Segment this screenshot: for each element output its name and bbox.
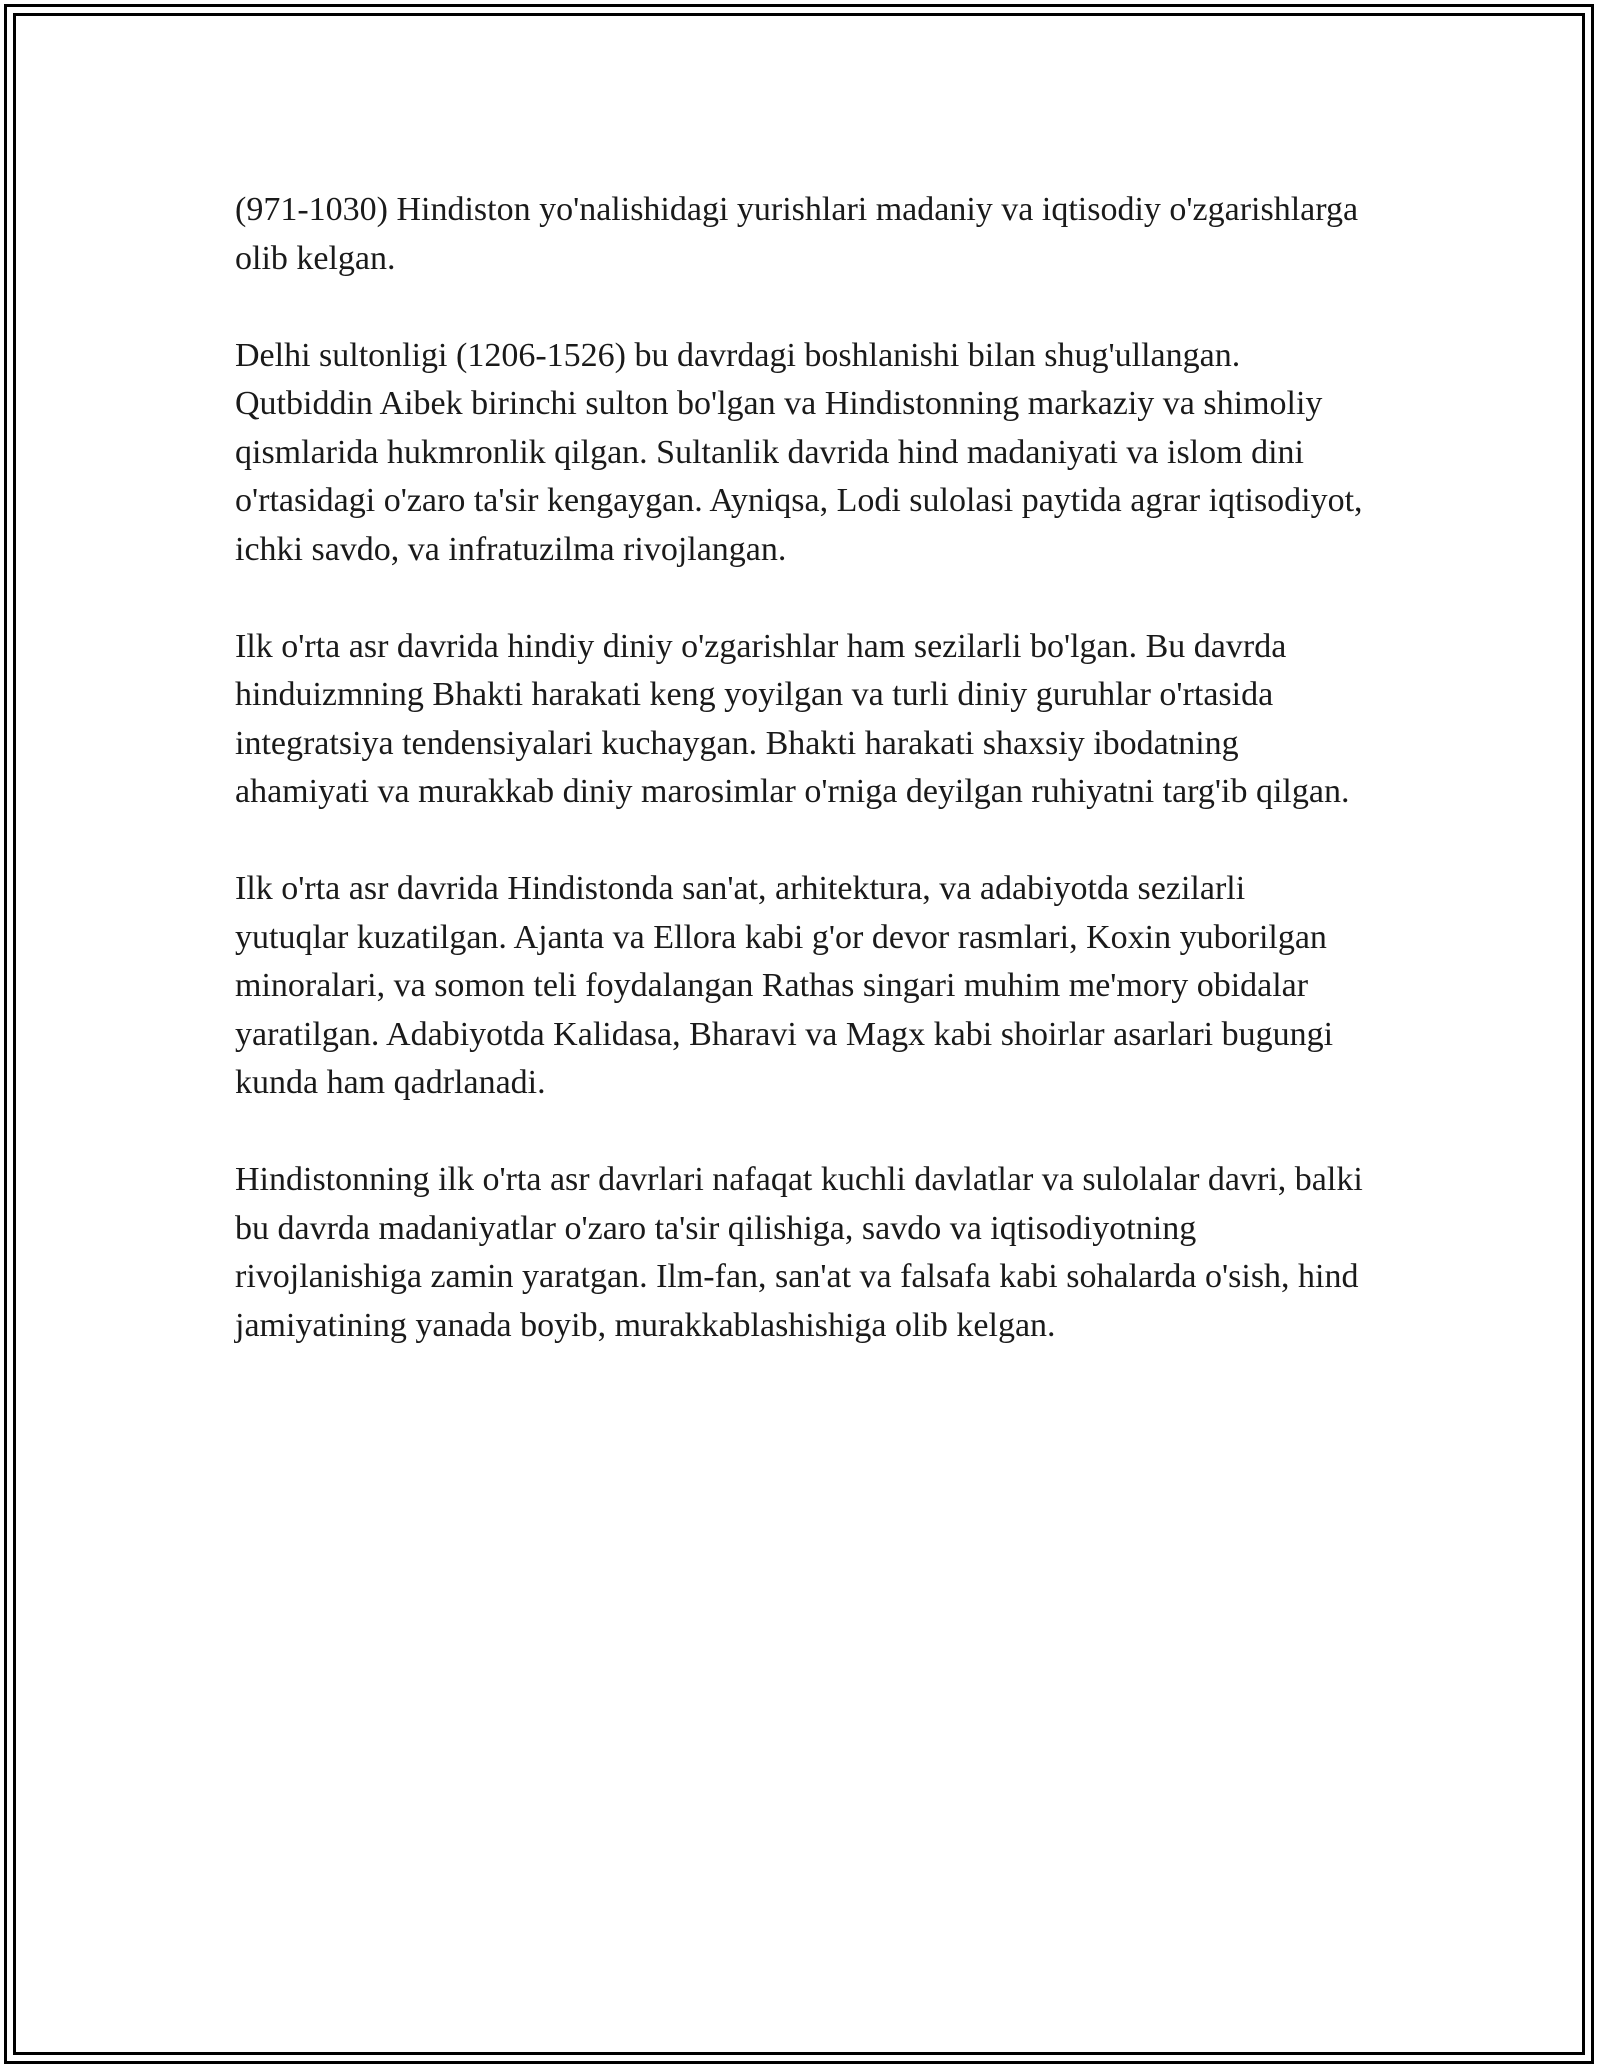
paragraph: Ilk o'rta asr davrida hindiy diniy o'zgarishlar ham sezilarli bo'lgan. Bu davrda hinduizmning Bhakti harakati keng yoyilgan va turli diniy guruhlar o'rtasida integratsiya tendensiyalari kuchaygan. Bhakti harakati shaxsiy ibodatning ahamiyati va murakkab diniy marosimlar o'rniga deyilgan ruhiyatni targ'ib qilgan.: [235, 627, 1350, 810]
document-body: [235, 186, 1365, 1350]
paragraph: Ilk o'rta asr davrida Hindistonda san'at, arhitektura, va adabiyotda sezilarli yutuqlar kuzatilgan. Ajanta va Ellora kabi g'or devor rasmlari, Koxin yuborilgan minoralari, va somon teli foydalangan Rathas singari muhim me'mory obidalar yaratilgan. Adabiyotda Kalidasa, Bharavi va Magx kabi shoirlar asarlari bugungi kunda ham qadrlanadi.: [235, 870, 1334, 1101]
paragraph: (971-1030) Hindiston yo'nalishidagi yurishlari madaniy va iqtisodiy o'zgarishlarga olib kelgan.: [235, 191, 1359, 277]
paragraph: Hindistonning ilk o'rta asr davrlari nafaqat kuchli davlatlar va sulolalar davri, balki bu davrda madaniyatlar o'zaro ta'sir qilishiga, savdo va iqtisodiyotning rivojlanishiga zamin yaratgan. Ilm-fan, san'at va falsafa kabi sohalarda o'sish, hind jamiyatining yanada boyib, murakkablashishiga olib kelgan.: [235, 1161, 1363, 1344]
paragraph: Delhi sultonligi (1206-1526) bu davrdagi boshlanishi bilan shug'ullangan. Qutbiddin Aibek birinchi sulton bo'lgan va Hindistonning markaziy va shimoliy qismlarida hukmronlik qilgan. Sultanlik davrida hind madaniyati va islom dini o'rtasidagi o'zaro ta'sir kengaygan. Ayniqsa, Lodi sulolasi paytida agrar iqtisodiyot, ichki savdo, va infratuzilma rivojlangan.: [235, 336, 1363, 568]
